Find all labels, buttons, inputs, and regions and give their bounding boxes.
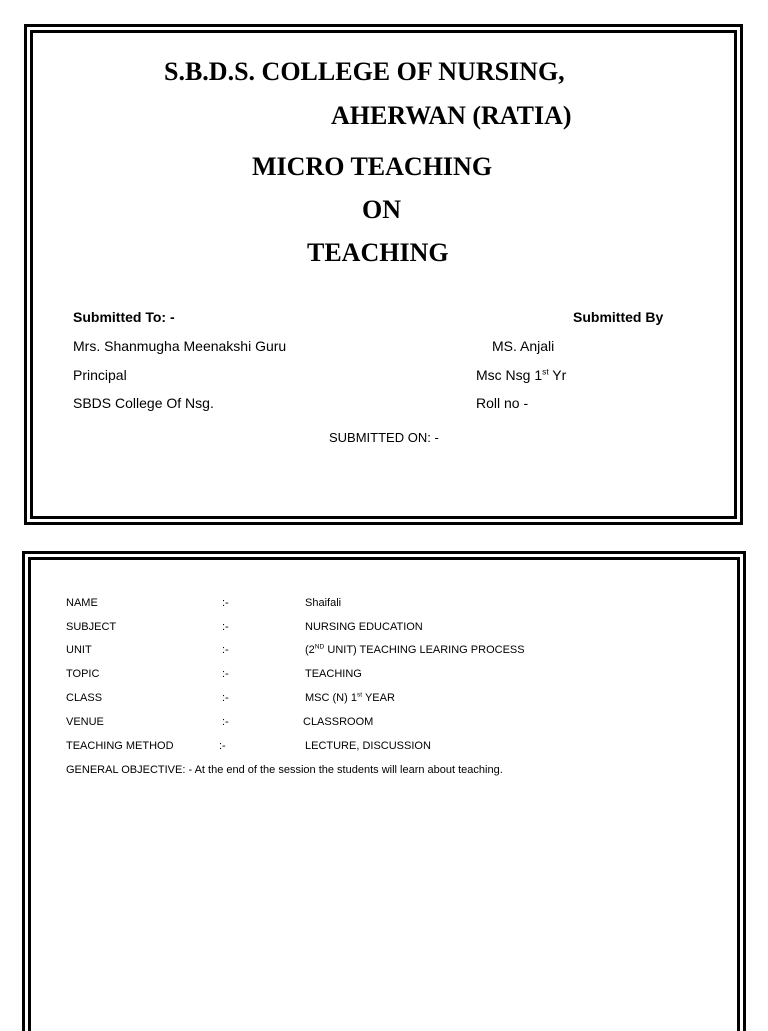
college-name-line2: AHERWAN (RATIA) (331, 101, 572, 130)
detail-value: (2ND UNIT) TEACHING LEARING PROCESS (305, 643, 525, 656)
submitted-on: SUBMITTED ON: - (329, 430, 439, 445)
title-line2: ON (362, 195, 401, 224)
detail-separator: :- (222, 692, 229, 704)
submitted-by-course: Msc Nsg 1st Yr (476, 366, 567, 383)
detail-value: TEACHING (305, 668, 362, 680)
detail-label: TEACHING METHOD (66, 740, 174, 752)
detail-value: NURSING EDUCATION (305, 621, 423, 633)
detail-value: MSC (N) 1st YEAR (305, 691, 395, 704)
general-objective: GENERAL OBJECTIVE: - At the end of the session the students will learn about teaching. (66, 764, 503, 776)
detail-value: LECTURE, DISCUSSION (305, 740, 431, 752)
detail-label: CLASS (66, 692, 103, 704)
title-line1: MICRO TEACHING (252, 152, 493, 181)
detail-separator: :- (222, 668, 229, 680)
detail-label: SUBJECT (66, 621, 117, 633)
title-line3: TEACHING (307, 238, 449, 267)
detail-label: VENUE (66, 716, 104, 728)
detail-separator: :- (219, 740, 226, 752)
submitted-to-name: Mrs. Shanmugha Meenakshi Guru (73, 338, 287, 354)
detail-separator: :- (222, 597, 229, 609)
detail-separator: :- (222, 644, 229, 656)
detail-label: TOPIC (66, 668, 100, 680)
submitted-by-heading: Submitted By (573, 309, 664, 325)
submitted-to-heading: Submitted To: - (73, 309, 175, 325)
detail-separator: :- (222, 621, 229, 633)
college-name-line1: S.B.D.S. COLLEGE OF NURSING, (164, 57, 565, 86)
submitted-by-name: MS. Anjali (492, 338, 555, 354)
submitted-to-institution: SBDS College Of Nsg. (73, 395, 214, 411)
detail-label: NAME (66, 597, 98, 609)
detail-value: CLASSROOM (303, 716, 374, 728)
detail-value: Shaifali (305, 597, 342, 609)
submitted-by-roll: Roll no - (476, 395, 529, 411)
submitted-to-designation: Principal (73, 367, 127, 383)
detail-label: UNIT (66, 644, 92, 656)
detail-separator: :- (222, 716, 229, 728)
